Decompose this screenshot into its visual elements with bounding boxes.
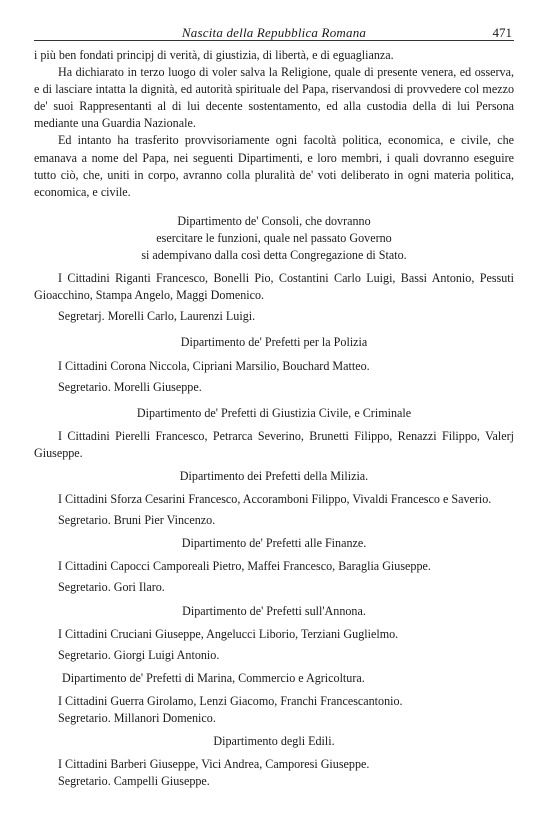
- department-heading-edili: [34, 733, 514, 750]
- department-heading-giustizia: [34, 405, 514, 422]
- department-secretary: Segretario. Giorgi Luigi Antonio.: [58, 647, 220, 662]
- department-members: I Cittadini Barberi Giuseppe, Vici Andrea, Camporesi Giuseppe.: [58, 757, 370, 772]
- department-members: I Cittadini Capocci Camporeali Pietro, Maffei Francesco, Baraglia Giuseppe.: [58, 559, 431, 574]
- paragraph-religion: Ha dichiarato in terzo luogo di voler salva la Religione, quale di presente venera, ed osserva, e di lasciare intatta la dignità, ed autorità spirituale del Papa, riservandosi di provvedere col mezzo de' suoi Rappresentanti al di lui decente sostentamento, ed alla custodia della di lui Persona mediante una Guardia Nazionale.: [34, 65, 514, 131]
- heading-line: Dipartimento de' Prefetti sull'Annona.: [182, 603, 366, 618]
- running-title: Nascita della Repubblica Romana: [181, 25, 367, 40]
- running-header: [34, 22, 514, 41]
- heading-line: Dipartimento de' Prefetti per la Polizia: [180, 335, 368, 350]
- department-heading-marina: [34, 670, 514, 687]
- department-members: I Cittadini Sforza Cesarini Francesco, Accoramboni Filippo, Vivaldi Francesco e Saverio.: [58, 492, 492, 507]
- page-number: 471: [492, 25, 512, 40]
- heading-line: Dipartimento degli Edili.: [213, 734, 335, 749]
- department-heading-finanze: [34, 535, 514, 552]
- heading-line: Dipartimento de' Prefetti di Marina, Commercio e Agricoltura.: [62, 670, 365, 685]
- department-heading-consoli: [34, 213, 514, 264]
- department-heading-polizia: [34, 334, 514, 351]
- heading-line: Dipartimento de' Prefetti alle Finanze.: [181, 536, 367, 551]
- department-members: I Cittadini Guerra Girolamo, Lenzi Giacomo, Franchi Francescantonio.: [58, 693, 403, 708]
- heading-line: si adempivano dalla così detta Congregazione di Stato.: [141, 248, 407, 263]
- heading-line: esercitare le funzioni, quale nel passato Governo: [156, 230, 392, 245]
- department-secretary: Segretario. Campelli Giuseppe.: [58, 774, 210, 789]
- heading-line: Dipartimento de' Prefetti di Giustizia Civile, e Criminale: [136, 405, 412, 420]
- department-members: I Cittadini Riganti Francesco, Bonelli Pio, Costantini Carlo Luigi, Bassi Antonio, Pessuti Gioacchino, Stampa Angelo, Maggi Domenico.: [34, 271, 514, 303]
- department-members: I Cittadini Pierelli Francesco, Petrarca Severino, Brunetti Filippo, Renazzi Filippo, Valerj Giuseppe.: [34, 428, 514, 460]
- paragraph-transfer: Ed intanto ha trasferito provvisoriamente ogni facoltà politica, economica, e civile, che emanava a nome del Papa, nei seguenti Dipartimenti, e loro membri, i quali dovranno eseguire tutto ciò, che, uniti in corpo, avranno colla pluralità de' voti deliberato in ogni materia politica, economica, e civile.: [34, 133, 514, 199]
- heading-line: Dipartimento dei Prefetti della Milizia.: [179, 468, 369, 483]
- paragraph-continuation: i più ben fondati principj di verità, di giustizia, di libertà, e di eguaglianza.: [34, 48, 394, 62]
- department-secretary: Segretario. Millanori Domenico.: [58, 711, 216, 725]
- department-heading-annona: [34, 603, 514, 620]
- department-secretary: Segretario. Bruni Pier Vincenzo.: [58, 513, 216, 528]
- department-members: I Cittadini Corona Niccola, Cipriani Marsilio, Bouchard Matteo.: [58, 358, 370, 373]
- department-secretary: Segretario. Morelli Giuseppe.: [58, 379, 202, 394]
- department-heading-milizia: [34, 468, 514, 485]
- department-secretary: Segretario. Gori Ilaro.: [58, 580, 165, 595]
- heading-line: Dipartimento de' Consoli, che dovranno: [177, 213, 371, 228]
- department-secretary: Segretarj. Morelli Carlo, Laurenzi Luigi.: [58, 309, 256, 324]
- department-members: I Cittadini Cruciani Giuseppe, Angelucci Liborio, Terziani Guglielmo.: [58, 626, 399, 641]
